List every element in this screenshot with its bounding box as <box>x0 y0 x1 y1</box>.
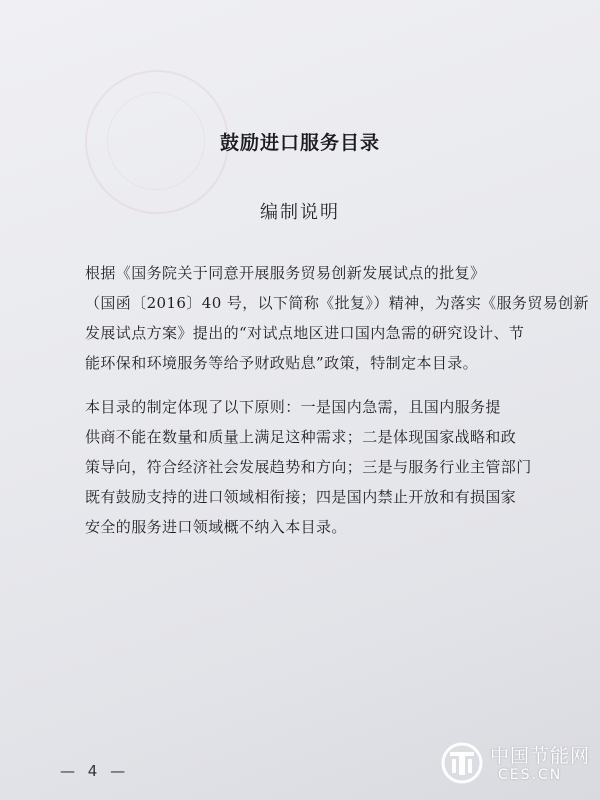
paragraph-2 <box>85 392 545 542</box>
paragraph-1-line-2: （国函〔2016〕40 号，以下简称《批复》）精神，为落实《服务贸易创新 <box>85 294 589 312</box>
paragraph-2-line-4: 既有鼓励支持的进口领域相衔接；四是国内禁止开放和有损国家 <box>85 488 517 506</box>
page-number: — 4 — <box>60 762 130 780</box>
paragraph-2-line-2: 供商不能在数量和质量上满足这种需求；二是体现国家战略和政 <box>85 428 517 446</box>
watermark-site-name: 中国节能网 <box>490 745 591 767</box>
paragraph-1 <box>85 258 589 378</box>
watermark-site-url: CES.CN <box>498 767 563 783</box>
watermark-logo-icon <box>440 741 484 785</box>
paragraph-2-line-5: 安全的服务进口领域概不纳入本目录。 <box>85 518 347 536</box>
paragraph-1-line-3: 发展试点方案》提出的“对试点地区进口国内急需的研究设计、节 <box>85 324 525 342</box>
document-subtitle: 编制说明 <box>260 202 340 223</box>
paragraph-2-line-1: 本目录的制定体现了以下原则：一是国内急需，且国内服务提 <box>85 398 501 416</box>
paragraph-1-line-4: 能环保和环境服务等给予财政贴息”政策，特制定本目录。 <box>85 354 479 372</box>
paragraph-2-line-3: 策导向，符合经济社会发展趋势和方向；三是与服务行业主管部门 <box>85 458 532 476</box>
document-title: 鼓励进口服务目录 <box>219 132 380 154</box>
paragraph-1-line-1: 根据《国务院关于同意开展服务贸易创新发展试点的批复》 <box>85 264 486 282</box>
site-watermark <box>440 735 600 795</box>
